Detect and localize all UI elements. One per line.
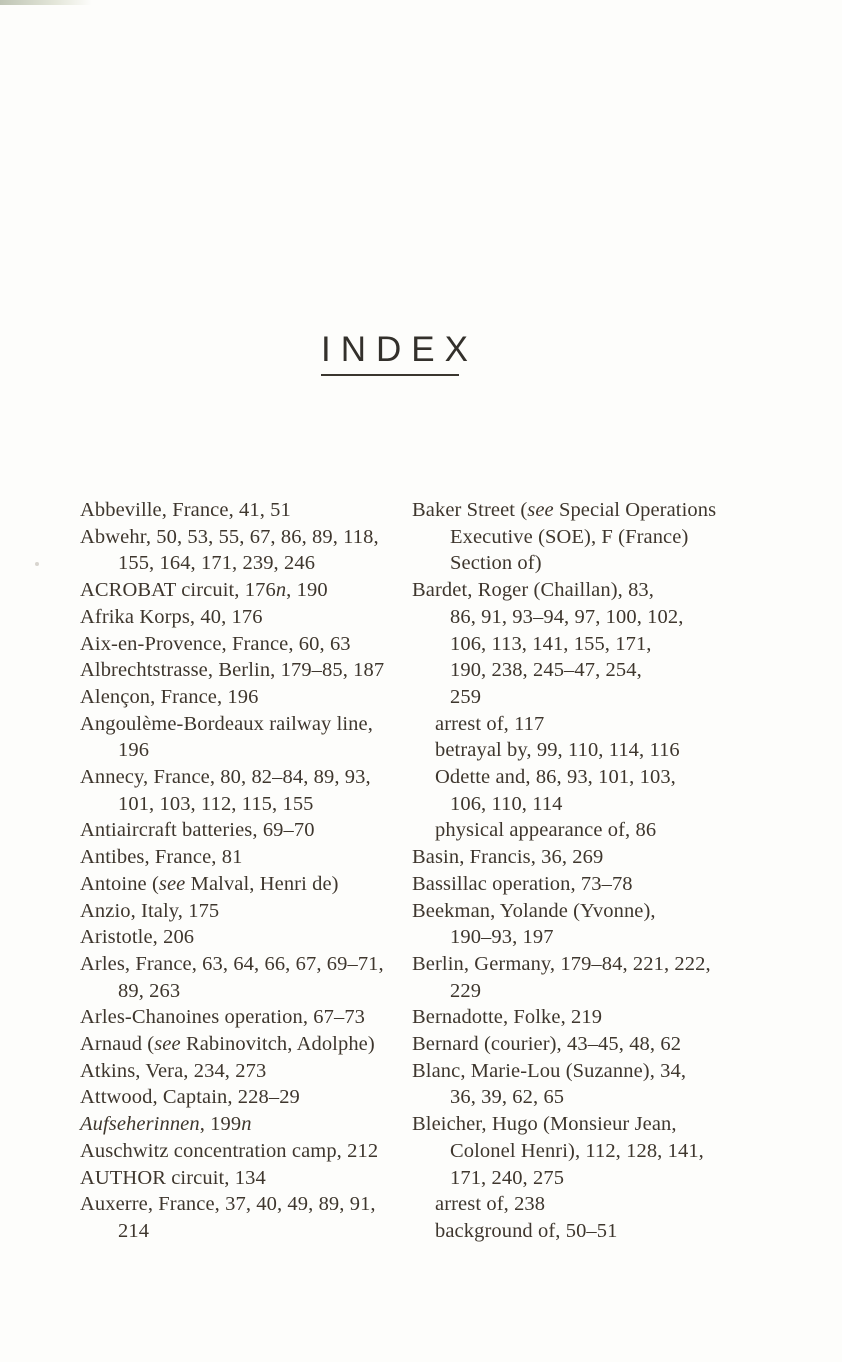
index-text: 89, 263	[118, 979, 181, 1002]
index-text: Blanc, Marie-Lou (Suzanne), 34,	[412, 1059, 687, 1082]
scan-speck-artifact	[35, 562, 39, 566]
index-line	[412, 684, 772, 711]
index-text: 106, 110, 114	[450, 792, 563, 815]
index-line	[80, 631, 420, 658]
index-text: Arles-Chanoines operation, 67–73	[80, 1006, 366, 1029]
index-text: Aix-en-Provence, France, 60, 63	[80, 632, 351, 655]
index-line	[412, 1004, 772, 1031]
index-line	[412, 1084, 772, 1111]
index-line	[80, 577, 420, 604]
index-text-italic: n	[241, 1113, 252, 1136]
index-line	[80, 1031, 420, 1058]
index-text: Bernard (courier), 43–45, 48, 62	[412, 1033, 682, 1056]
index-line	[412, 871, 772, 898]
index-text: ACROBAT circuit, 176	[80, 579, 276, 602]
index-text: , 190	[286, 579, 328, 602]
index-text: Baker Street (	[412, 499, 528, 521]
index-line	[80, 871, 420, 898]
index-text: physical appearance of, 86	[435, 819, 657, 842]
index-line	[412, 524, 772, 551]
index-line	[412, 898, 772, 925]
index-line	[80, 604, 420, 631]
index-text: Berlin, Germany, 179–84, 221, 222,	[412, 952, 711, 975]
index-text: Beekman, Yolande (Yvonne),	[412, 899, 656, 922]
index-line	[80, 737, 420, 764]
index-line	[80, 1084, 420, 1111]
index-line	[412, 1031, 772, 1058]
index-text: betrayal by, 99, 110, 114, 116	[435, 739, 680, 762]
index-line	[80, 1058, 420, 1085]
index-text: 155, 164, 171, 239, 246	[118, 552, 316, 575]
index-text: Bassillac operation, 73–78	[412, 872, 633, 895]
index-text: Section of)	[450, 552, 542, 575]
index-line	[80, 711, 420, 738]
index-line	[412, 577, 772, 604]
index-text: Odette and, 86, 93, 101, 103,	[435, 766, 676, 789]
index-text: Abwehr, 50, 53, 55, 67, 86, 89, 118,	[80, 525, 379, 548]
index-text: 190–93, 197	[450, 926, 554, 949]
page-title: INDEX	[321, 330, 478, 369]
index-text: Antoine (	[80, 872, 159, 895]
index-column-left	[80, 497, 420, 1245]
index-text: Antiaircraft batteries, 69–70	[80, 819, 315, 842]
index-line	[412, 550, 772, 577]
index-line	[80, 684, 420, 711]
index-text: Abbeville, France, 41, 51	[80, 499, 291, 521]
index-line	[412, 1111, 772, 1138]
index-text-italic: see	[158, 872, 186, 895]
index-line	[80, 657, 420, 684]
index-line	[80, 1165, 420, 1192]
index-text: Atkins, Vera, 234, 273	[80, 1059, 267, 1082]
index-text: Arnaud (	[80, 1033, 155, 1056]
index-line	[80, 1191, 420, 1218]
scan-edge-artifact	[0, 0, 92, 5]
index-line	[412, 711, 772, 738]
index-line	[412, 604, 772, 631]
index-line	[80, 951, 420, 978]
index-text: 214	[118, 1219, 150, 1242]
index-text: Afrika Korps, 40, 176	[80, 605, 263, 628]
index-text: Antibes, France, 81	[80, 846, 243, 869]
index-line	[412, 1218, 772, 1245]
index-line	[412, 924, 772, 951]
index-line	[80, 1004, 420, 1031]
index-text: 101, 103, 112, 115, 155	[118, 792, 314, 815]
index-text: Basin, Francis, 36, 269	[412, 846, 604, 869]
index-line	[412, 844, 772, 871]
index-text: Aristotle, 206	[80, 926, 195, 949]
index-line	[412, 764, 772, 791]
index-text-italic: see	[154, 1033, 181, 1056]
title-underline	[321, 374, 459, 376]
index-text: Bleicher, Hugo (Monsieur Jean,	[412, 1113, 677, 1136]
index-line	[412, 1138, 772, 1165]
index-text: 190, 238, 245–47, 254,	[450, 659, 642, 682]
index-line	[80, 1111, 420, 1138]
index-text: 229	[450, 979, 482, 1002]
index-text-italic: n	[275, 579, 287, 602]
index-line	[412, 1058, 772, 1085]
index-text: arrest of, 238	[435, 1193, 546, 1216]
index-line	[80, 550, 420, 577]
index-line	[80, 817, 420, 844]
index-text: 36, 39, 62, 65	[450, 1086, 565, 1109]
index-text: Special Operations	[553, 499, 717, 521]
index-line	[412, 631, 772, 658]
index-line	[80, 791, 420, 818]
index-text: AUTHOR circuit, 134	[80, 1166, 266, 1189]
index-text: Angoulème-Bordeaux railway line,	[80, 712, 373, 735]
index-text-italic: see	[527, 499, 554, 521]
index-line	[80, 764, 420, 791]
index-text: Executive (SOE), F (France)	[450, 525, 689, 548]
index-text: Annecy, France, 80, 82–84, 89, 93,	[80, 766, 371, 789]
index-text: Rabinovitch, Adolphe)	[180, 1033, 375, 1056]
index-column-right	[412, 497, 772, 1245]
index-text: Auxerre, France, 37, 40, 49, 89, 91,	[80, 1193, 376, 1216]
index-text: Alençon, France, 196	[80, 685, 259, 708]
index-line	[412, 817, 772, 844]
index-text: background of, 50–51	[435, 1219, 618, 1242]
index-line	[80, 524, 420, 551]
index-text: Attwood, Captain, 228–29	[80, 1086, 300, 1109]
index-text: 259	[450, 685, 482, 708]
index-text: Arles, France, 63, 64, 66, 67, 69–71,	[80, 952, 384, 975]
index-text: Colonel Henri), 112, 128, 141,	[450, 1139, 704, 1162]
index-text: arrest of, 117	[435, 712, 545, 735]
index-line	[412, 657, 772, 684]
index-line	[412, 737, 772, 764]
index-text: Anzio, Italy, 175	[80, 899, 220, 922]
index-line	[80, 898, 420, 925]
index-text: 196	[118, 739, 150, 762]
index-text: Auschwitz concentration camp, 212	[80, 1139, 379, 1162]
title-block	[321, 330, 478, 376]
index-text: Albrechtstrasse, Berlin, 179–85, 187	[80, 659, 385, 682]
index-line	[412, 951, 772, 978]
index-line	[80, 844, 420, 871]
index-line	[412, 791, 772, 818]
index-text: 86, 91, 93–94, 97, 100, 102,	[450, 605, 684, 628]
index-text: , 199	[199, 1113, 242, 1136]
index-text: Bardet, Roger (Chaillan), 83,	[412, 579, 655, 602]
index-text: Malval, Henri de)	[185, 872, 339, 895]
index-line	[412, 1191, 772, 1218]
index-line	[80, 1138, 420, 1165]
index-text: 171, 240, 275	[450, 1166, 565, 1189]
index-line	[80, 1218, 420, 1245]
index-line	[80, 978, 420, 1005]
index-text-italic: Aufseherinnen	[80, 1113, 200, 1136]
index-line	[412, 978, 772, 1005]
index-text: 106, 113, 141, 155, 171,	[450, 632, 652, 655]
index-line	[412, 497, 772, 524]
index-line	[412, 1165, 772, 1192]
index-line	[80, 497, 420, 524]
index-text: Bernadotte, Folke, 219	[412, 1006, 603, 1029]
index-line	[80, 924, 420, 951]
